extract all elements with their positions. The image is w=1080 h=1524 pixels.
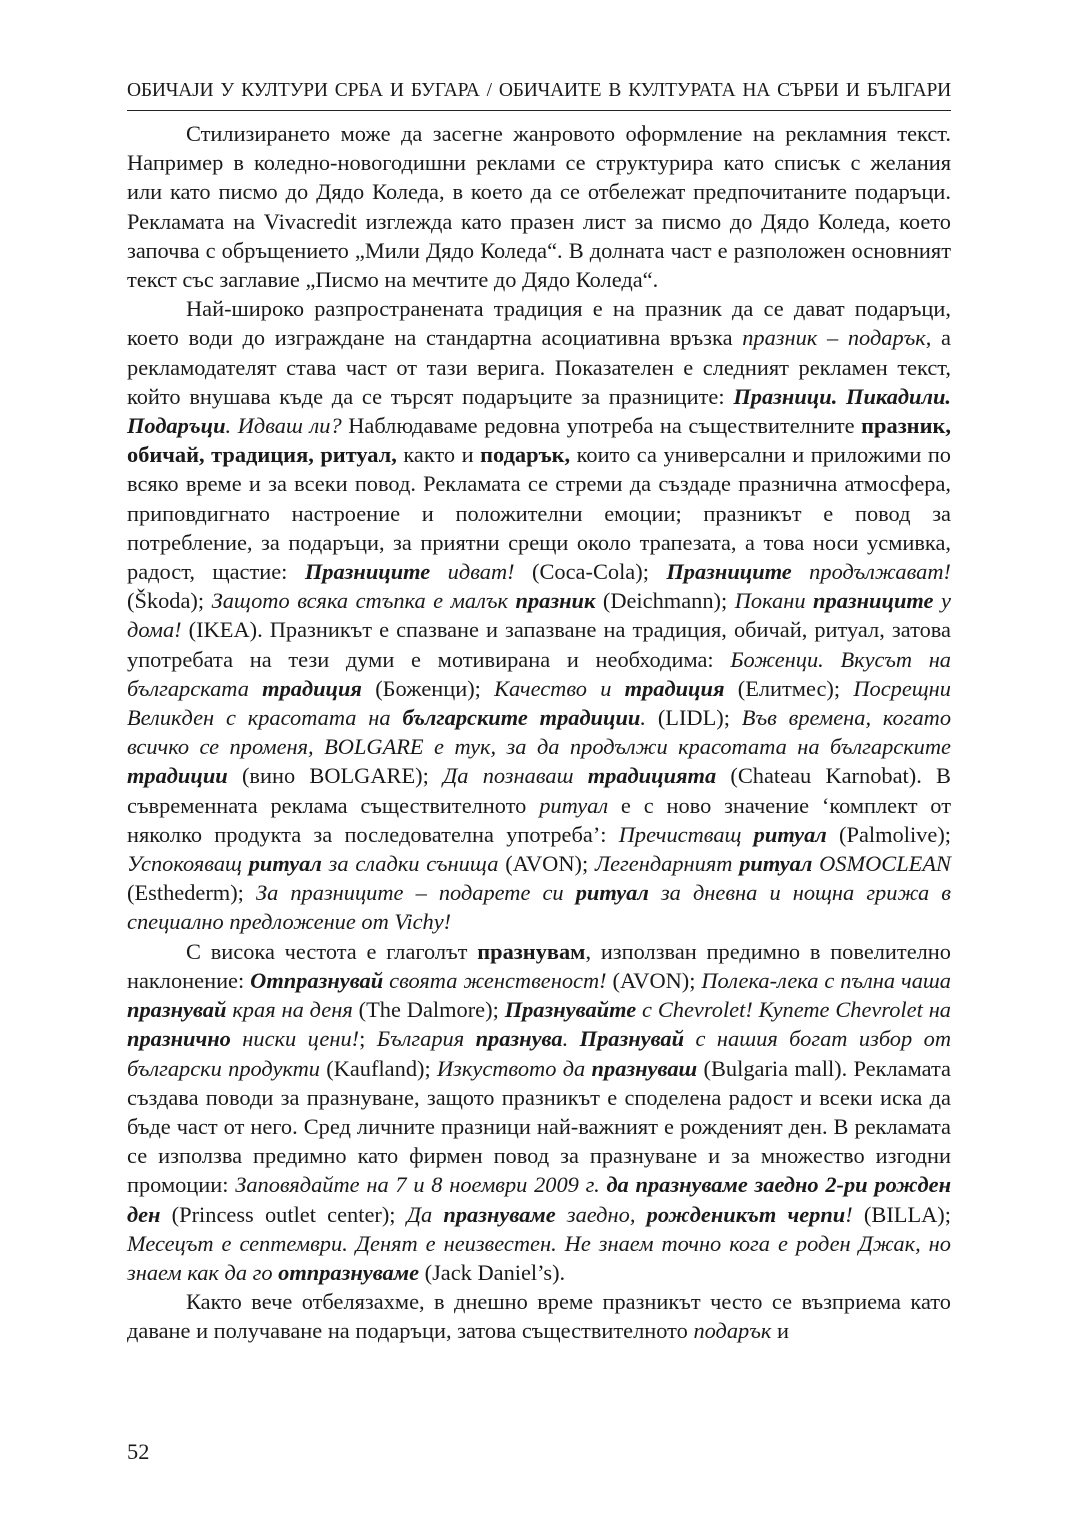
emphasis-run: България	[376, 1026, 476, 1052]
emphasis-run: За празниците – подарете си	[255, 880, 576, 906]
emphasis-run: !	[845, 1201, 853, 1227]
emphasis-run: Да познаваш	[443, 763, 588, 789]
paragraph-4: Както вече отбелязахме, в днешно време празникът често се възприема като даване и получаване на подаръци, затова съществителното подарък и	[127, 1289, 951, 1344]
emphasis-run: у дома!	[127, 588, 951, 643]
emphasis-run: Празниците	[666, 559, 792, 585]
emphasis-run: Изкуството да	[437, 1055, 592, 1081]
paragraph-3: С висока честота е глаголът празнувам, използван предимно в повелително наклонение: Отпразнувай своята женственост! (AVON); Полека-лека с пълна чаша празнувай края на деня (The Dalmore); Празнувайте с Chevrolet! Купете Chevrolet на празнично ниски цени!; България празнува. Празнувай с нашия богат избор от български продукти (Kaufland); Изкуството да празнуваш (Bulgaria mall). Рекламата създава поводи за празнуване, защото празникът е споделена радост и всеки иска да бъде част от него. Сред личните празници най-важният е рожденият ден. В рекламата се използва предимно като фирмен повод за празнуване и за множество изгодни промоции: Заповядайте на 7 и 8 ноември 2009 г. да празнуваме заедно 2-ри рожден ден (Princess outlet center); Да празнуваме заедно, рожденикът черпи! (BILLA); Месецът е септември. Денят е неизвестен. Не знаем точно кога е роден Джак, но знаем как да го отпразнуваме (Jack Daniel’s).	[127, 938, 952, 1285]
emphasis-run: традиция	[624, 675, 725, 701]
emphasis-run: празнично	[127, 1026, 231, 1052]
emphasis-run: българските традиции	[402, 705, 641, 731]
emphasis-run: края на деня	[226, 997, 353, 1023]
body-text	[127, 119, 951, 1346]
emphasis-run: отпразнуваме	[278, 1259, 420, 1285]
emphasis-run: за дневна и нощна грижа в специално предложение от Vichy!	[127, 880, 951, 935]
emphasis-run: Качество и	[494, 675, 625, 701]
emphasis-run: празнувай	[127, 997, 227, 1023]
emphasis-run: .	[562, 1026, 580, 1052]
emphasis-run: празнуваме	[443, 1201, 556, 1227]
emphasis-run: за сладки сънища	[321, 851, 499, 877]
emphasis-run: празник – подарък	[742, 325, 926, 351]
emphasis-run: Празнувай	[579, 1026, 685, 1052]
emphasis-run: OSMOCLEAN	[812, 851, 951, 877]
emphasis-run: ритуал	[575, 880, 649, 906]
page-number: 52	[127, 1439, 150, 1464]
emphasis-run: празнуваш	[591, 1055, 698, 1081]
emphasis-run: ритуал	[539, 792, 609, 818]
emphasis-run: Пречистващ	[618, 821, 754, 847]
emphasis-run: Легендарният	[594, 851, 740, 877]
emphasis-run: празниците	[813, 588, 934, 614]
emphasis-run: Успокояващ	[127, 851, 249, 877]
emphasis-run: рожденикът черпи	[646, 1201, 846, 1227]
emphasis-run: Заповядайте на 7 и 8 ноември 2009 г.	[235, 1172, 607, 1198]
emphasis-run: празник, обичай, традиция, ритуал,	[127, 413, 951, 468]
emphasis-run: ритуал	[248, 851, 322, 877]
emphasis-run: празнувам	[477, 938, 586, 964]
emphasis-run: с Chevrolet! Купете Chevrolet на	[636, 997, 951, 1023]
header-rule	[127, 110, 951, 111]
emphasis-run: Във времена, когато всичко се променя, BOLGARE е тук, за да продължи красотата на българските	[127, 705, 952, 760]
emphasis-run: Полека-лека с пълна чаша	[701, 967, 951, 993]
emphasis-run: традицията	[587, 763, 717, 789]
emphasis-run: подарък,	[480, 442, 571, 468]
emphasis-run: заедно,	[555, 1201, 647, 1227]
emphasis-run: празник	[515, 588, 596, 614]
emphasis-run: традиции	[127, 763, 228, 789]
emphasis-run: Празници. Пикадили. Подаръци	[127, 383, 952, 439]
emphasis-run: продължават!	[791, 559, 952, 585]
emphasis-run: да празнуваме заедно 2-ри рожден ден	[127, 1172, 952, 1227]
emphasis-run: ниски цени!	[230, 1026, 360, 1052]
emphasis-run: .	[640, 705, 646, 731]
emphasis-run: своята женственост!	[383, 967, 607, 993]
paragraph-1: Стилизирането може да засегне жанровото оформление на рекламния текст. Например в коледно-новогодишни реклами се структурира като списък с желания или като писмо до Дядо Коледа, в което да се отбележат предпочитаните подаръци. Рекламата на Vivacredit изглежда като празен лист за писмо до Дядо Коледа, което започва с обръщението „Мили Дядо Коледа“. В долната част е разположен основният текст със заглавие „Писмо на мечтите до Дядо Коледа“.	[127, 121, 951, 293]
emphasis-run: ритуал	[753, 821, 827, 847]
emphasis-run: Отпразнувай	[250, 967, 384, 993]
emphasis-run: Празниците	[304, 559, 431, 585]
emphasis-run: идват!	[430, 559, 515, 585]
emphasis-run: Защото всяка стъпка е малък	[211, 588, 516, 614]
emphasis-run: Празнувайте	[504, 997, 637, 1023]
emphasis-run: подарък	[693, 1318, 772, 1344]
emphasis-run: Покани	[734, 588, 814, 614]
emphasis-run: с нашия богат избор от български продукти	[127, 1026, 952, 1081]
emphasis-run: Посрещни Великден с красотата на	[127, 675, 951, 731]
emphasis-run: Да	[406, 1201, 444, 1227]
emphasis-run: традиция	[262, 675, 362, 701]
emphasis-run: Месецът е септември. Денят е неизвестен. Не знаем точно кога е роден Джак, но знаем как да го	[127, 1230, 951, 1285]
paragraph-2: Най-широко разпространената традиция е на празник да се дават подаръци, което води до изграждане на стандартна асоциативна връзка празник – подарък, а рекламодателят става част от тази верига. Показателен е следният рекламен текст, който внушава къде да се търсят подаръците за празниците: Празници. Пикадили. Подаръци. Идваш ли? Наблюдаваме редовна употреба на съществителните празник, обичай, традиция, ритуал, както и подарък, които са универсални и приложими по всяко време и за всеки повод. Рекламата се стреми да създаде празнична атмосфера, приповдигнато настроение и положителни емоции; празникът е повод за потребление, за подаръци, за приятни срещи около трапезата, а това носи усмивка, радост, щастие: Празниците идват! (Coca-Cola); Празниците продължават! (Škoda); Защото всяка стъпка е малък празник (Deichmann); Покани празниците у дома! (IKEA). Празникът е спазване и запазване на традиция, обичай, ритуал, затова употребата на тези думи е мотивирана и необходима: Боженци. Вкусът на българската традиция (Боженци); Качество и традиция (Елитмес); Посрещни Великден с красотата на българските традиции. (LIDL); Във времена, когато всичко се променя, BOLGARE е тук, за да продължи красотата на българските традиции (вино BOLGARE); Да познаваш традицията (Chateau Karnobat). В съвременната реклама съществителното ритуал е с ново значение ‘комплект от няколко продукта за последователна употреба’: Пречистващ ритуал (Palmolive); Успокояващ ритуал за сладки сънища (AVON); Легендарният ритуал OSMOCLEAN (Esthederm); За празниците – подарете си ритуал за дневна и нощна грижа в специално предложение от Vichy!	[127, 296, 952, 935]
emphasis-run: Боженци. Вкусът на българската	[127, 646, 951, 701]
emphasis-run: празнува	[475, 1026, 563, 1052]
emphasis-run: . Идваш ли?	[225, 413, 342, 439]
emphasis-run: ритуал	[739, 851, 813, 877]
running-header-title: ОБИЧАЈИ У КУЛТУРИ СРБА И БУГАРА / ОБИЧАИТЕ В КУЛТУРАТА НА СЪРБИ И БЪЛГАРИ	[127, 80, 951, 101]
